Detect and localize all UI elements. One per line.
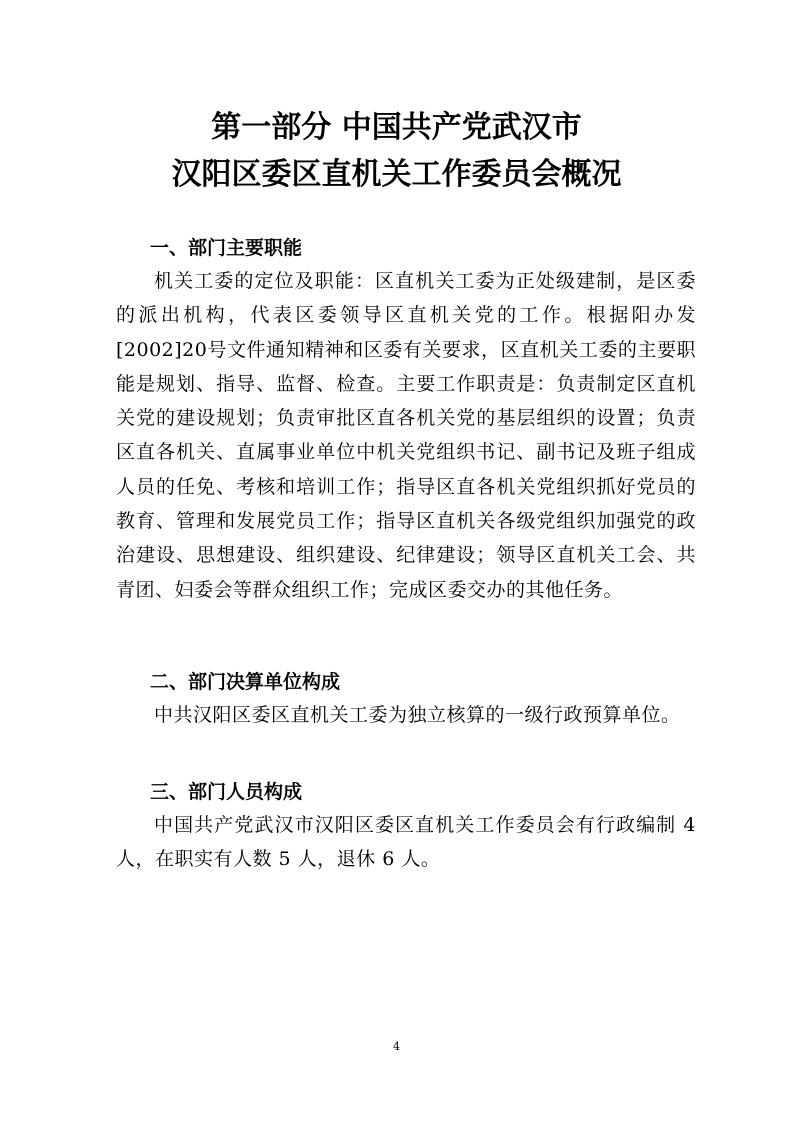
document-title-line-1: 第一部分 中国共产党武汉市 bbox=[211, 110, 582, 145]
section-main-functions bbox=[116, 232, 696, 607]
section-body-unit-composition: 中共汉阳区委区直机关工委为独立核算的一级行政预算单位。 bbox=[154, 704, 681, 726]
section-unit-composition bbox=[116, 666, 696, 732]
section-body-main-functions: 机关工委的定位及职能：区直机关工委为正处级建制，是区委的派出机构，代表区委领导区直机关党的工作。根据阳办发[2002]20号文件通知精神和区委有关要求，区直机关工委的主要职能是规划、指导、监督、检查。主要工作职责是：负责制定区直机关党的建设规划；负责审批区直各机关党的基层组织的设置；负责区直各机关、直属事业单位中机关党组织书记、副书记及班子组成人员的任免、考核和培训工作；指导区直各机关党组织抓好党员的教育、管理和发展党员工作；指导区直机关各级党组织加强党的政治建设、思想建设、组织建设、纪律建设；领导区直机关工会、共青团、妇委会等群众组织工作；完成区委交办的其他任务。 bbox=[116, 270, 696, 601]
document-title-line-2: 汉阳区委区直机关工作委员会概况 bbox=[171, 157, 622, 192]
section-heading-main-functions: 一、部门主要职能 bbox=[150, 237, 303, 259]
section-heading-staff-composition: 三、部门人员构成 bbox=[150, 781, 303, 803]
page-number: 4 bbox=[393, 1040, 400, 1053]
section-body-staff-composition: 中国共产党武汉市汉阳区委区直机关工作委员会有行政编制 4 人，在职实有人数 5 人，退休 6 人。 bbox=[116, 814, 696, 871]
section-heading-unit-composition: 二、部门决算单位构成 bbox=[150, 671, 341, 693]
section-staff-composition bbox=[116, 776, 696, 877]
